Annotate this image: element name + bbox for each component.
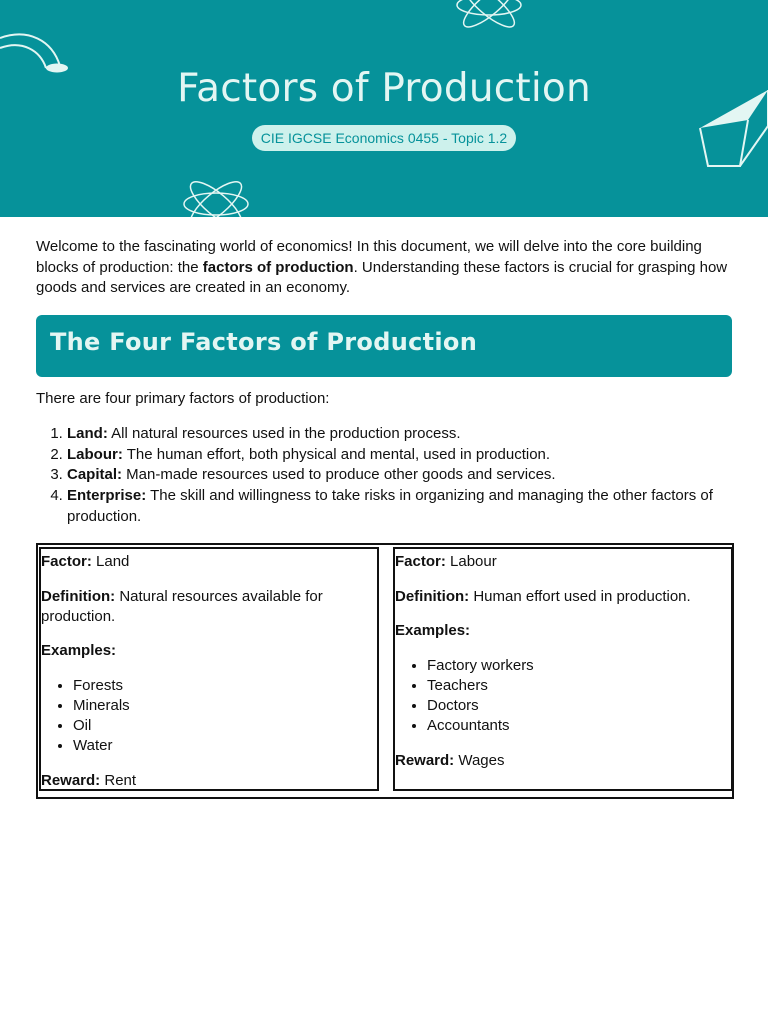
page-title: Factors of Production — [177, 66, 591, 111]
factor-row — [41, 552, 377, 572]
reward-row — [395, 751, 731, 771]
atom-icon — [454, 0, 524, 30]
list-item — [67, 486, 763, 527]
header-banner — [0, 0, 768, 217]
table-cell-land — [39, 547, 379, 791]
factor-row — [395, 552, 731, 572]
subtitle-badge: CIE IGCSE Economics 0455 - Topic 1.2 — [252, 125, 516, 151]
factor-value: Labour — [445, 553, 497, 570]
list-item: • Accountants — [427, 716, 731, 736]
section-lead: There are four primary factors of production: — [36, 390, 330, 407]
examples-list — [41, 676, 377, 757]
factor-term: Labour: — [67, 445, 123, 463]
table-cell-labour — [393, 547, 733, 791]
intro-bold-term: factors of production — [202, 258, 354, 276]
factor-description: The skill and willingness to take risks in organizing and managing the other factors of production. — [67, 487, 713, 525]
factor-label: Factor: — [41, 553, 92, 570]
examples-row — [41, 641, 377, 661]
list-item: • Doctors — [427, 696, 731, 716]
definition-row — [41, 587, 377, 627]
examples-row — [395, 621, 731, 641]
list-item: • Forests — [73, 676, 377, 696]
list-item: • Minerals — [73, 696, 377, 716]
factors-list — [36, 424, 763, 528]
section-heading: The Four Factors of Production — [50, 328, 478, 356]
reward-value: Wages — [454, 752, 505, 770]
factor-term: Land: — [67, 425, 108, 442]
list-item — [67, 465, 763, 486]
list-item — [67, 445, 763, 466]
definition-label: Definition: — [41, 587, 116, 605]
intro-text-end: . Understanding these factors is crucial for grasping how goods and services are created in an economy. — [36, 258, 728, 296]
list-item — [67, 424, 763, 445]
intro-text: Welcome to the fascinating world of economics! In this document, we will delve into the core building blocks of production: the — [36, 238, 702, 276]
factor-description: All natural resources used in the production process. — [107, 425, 461, 442]
factors-table — [36, 543, 734, 799]
factor-term: Capital: — [67, 466, 123, 484]
atom-icon — [180, 176, 252, 217]
definition-label: Definition: — [395, 587, 470, 605]
section-banner — [36, 315, 732, 377]
definition-value: Human effort used in production. — [469, 587, 691, 605]
factor-description: Man-made resources used to produce other goods and services. — [122, 466, 556, 484]
list-item: • Teachers — [427, 676, 731, 696]
examples-list — [395, 656, 731, 737]
list-item: • Water — [73, 736, 377, 756]
list-item: • Factory workers — [427, 656, 731, 676]
list-item: • Oil — [73, 716, 377, 736]
examples-label: Examples: — [395, 622, 471, 639]
examples-label: Examples: — [41, 642, 117, 659]
definition-row — [395, 587, 731, 607]
factor-description: The human effort, both physical and mental, used in production. — [122, 445, 551, 463]
intro-paragraph — [36, 237, 736, 299]
reward-row — [41, 771, 377, 791]
reward-label: Reward: — [41, 772, 101, 790]
factor-label: Factor: — [395, 553, 446, 570]
reward-value: Rent — [100, 772, 137, 790]
definition-value: Natural resources available for production. — [41, 587, 323, 625]
factor-value: Land — [91, 553, 130, 570]
factor-term: Enterprise: — [67, 487, 147, 505]
reward-label: Reward: — [395, 752, 455, 770]
